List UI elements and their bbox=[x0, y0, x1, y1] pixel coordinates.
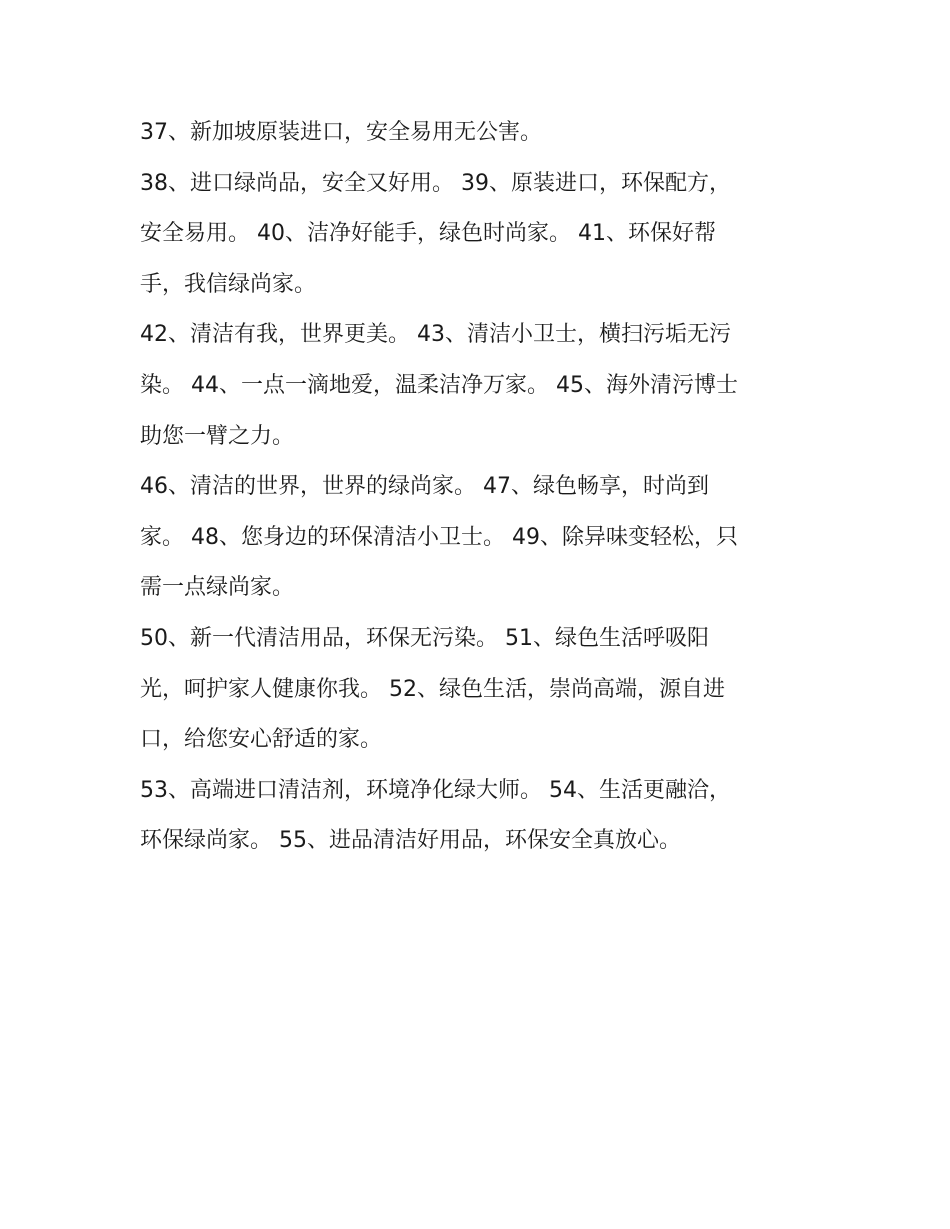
text-line: 安全易用。 40、洁净好能手，绿色时尚家。 41、环保好帮 bbox=[140, 221, 716, 247]
text-line: 37、新加坡原装进口，安全易用无公害。 bbox=[140, 120, 542, 145]
document-body bbox=[140, 108, 820, 867]
text-line: 环保绿尚家。 55、进品清洁好用品，环保安全真放心。 bbox=[140, 828, 681, 854]
text-line: 口，给您安心舒适的家。 bbox=[140, 727, 383, 753]
text-line: 光，呵护家人健康你我。 52、绿色生活，崇尚高端，源自进 bbox=[140, 676, 725, 702]
text-line: 染。 44、一点一滴地爱，温柔洁净万家。 45、海外清污博士 bbox=[140, 372, 738, 398]
text-line: 家。 48、您身边的环保清洁小卫士。 49、除异味变轻松，只 bbox=[140, 524, 738, 550]
text-line: 助您一臂之力。 bbox=[140, 423, 295, 449]
text-line: 需一点绿尚家。 bbox=[140, 575, 295, 601]
text-line: 53、高端进口清洁剂，环境净化绿大师。 54、生活更融洽， bbox=[140, 777, 731, 803]
text-line: 46、清洁的世界，世界的绿尚家。 47、绿色畅享，时尚到 bbox=[140, 474, 709, 500]
text-line: 38、进口绿尚品，安全又好用。 39、原装进口，环保配方， bbox=[140, 170, 731, 196]
text-line: 50、新一代清洁用品，环保无污染。 51、绿色生活呼吸阳 bbox=[140, 625, 709, 651]
text-line: 手，我信绿尚家。 bbox=[140, 271, 317, 297]
text-line: 42、清洁有我，世界更美。 43、清洁小卫士，横扫污垢无污 bbox=[140, 322, 731, 348]
